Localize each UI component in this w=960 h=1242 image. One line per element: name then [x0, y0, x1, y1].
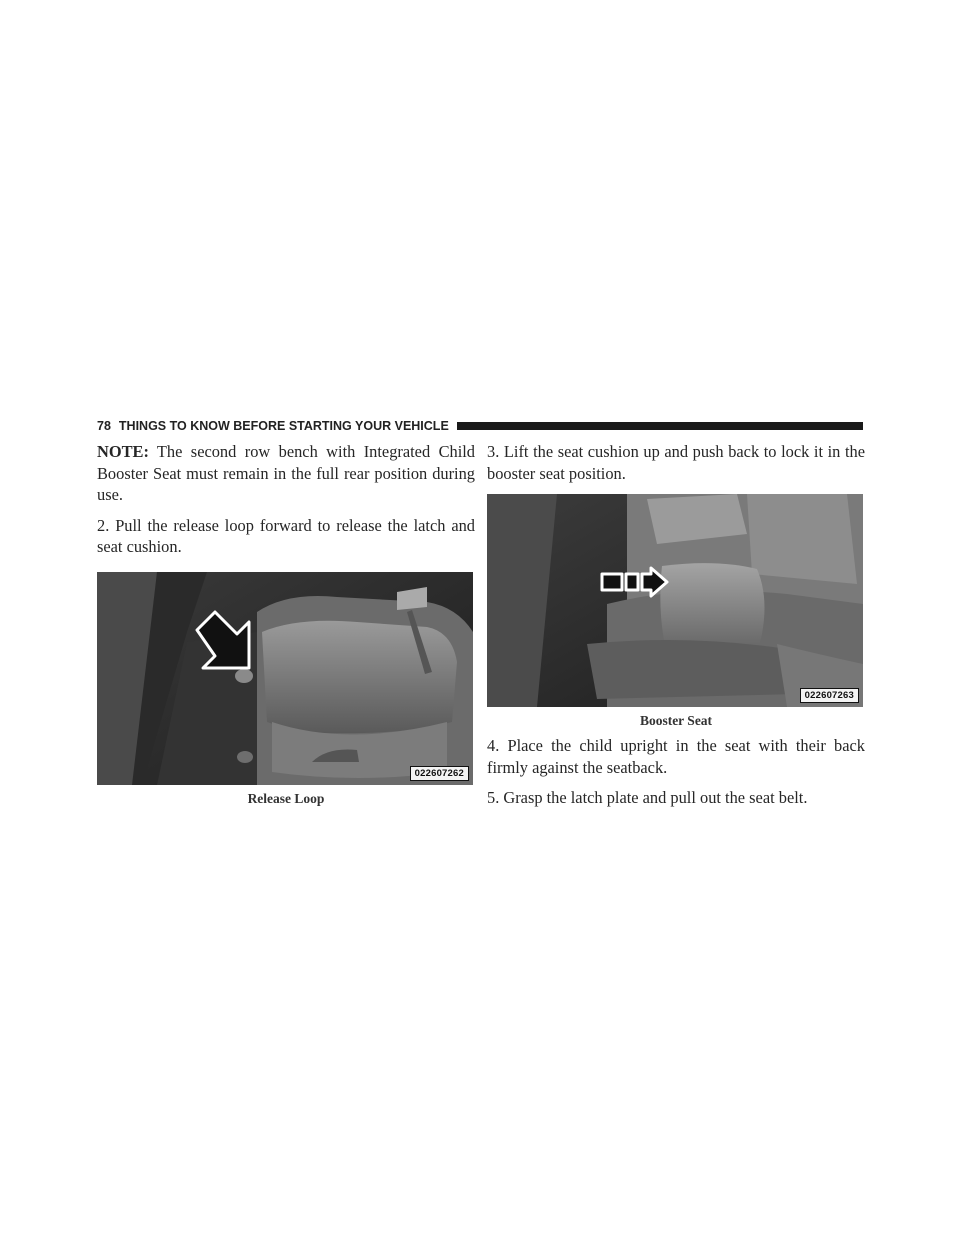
- right-column: [487, 441, 865, 809]
- figure-code: 022607262: [410, 766, 469, 781]
- release-loop-photo: [97, 572, 473, 785]
- note-paragraph: [97, 441, 475, 506]
- step-4-text: 4. Place the child upright in the seat with their back firmly against the seatback.: [487, 736, 865, 777]
- figure-code: 022607263: [800, 688, 859, 703]
- section-title: THINGS TO KNOW BEFORE STARTING YOUR VEHICLE: [118, 419, 449, 433]
- step-3-text: 3. Lift the seat cushion up and push back to lock it in the booster seat position.: [487, 442, 865, 483]
- figure-caption: Booster Seat: [639, 713, 713, 728]
- note-label: NOTE:: [97, 442, 149, 461]
- page-number: 78: [97, 419, 111, 433]
- page-header: [97, 417, 863, 435]
- booster-seat-photo: [487, 494, 863, 707]
- step-2-text: 2. Pull the release loop forward to release the latch and seat cushion.: [97, 515, 475, 556]
- release-loop-figure: [97, 572, 475, 807]
- booster-seat-figure: [487, 494, 865, 729]
- figure-caption: Release Loop: [247, 790, 325, 806]
- left-column: [97, 441, 475, 807]
- step-5-text: 5. Grasp the latch plate and pull out the seat belt.: [487, 788, 808, 807]
- note-text: The second row bench with Integrated Child Booster Seat must remain in the full rear position during use.: [97, 442, 475, 504]
- header-rule: [457, 422, 863, 430]
